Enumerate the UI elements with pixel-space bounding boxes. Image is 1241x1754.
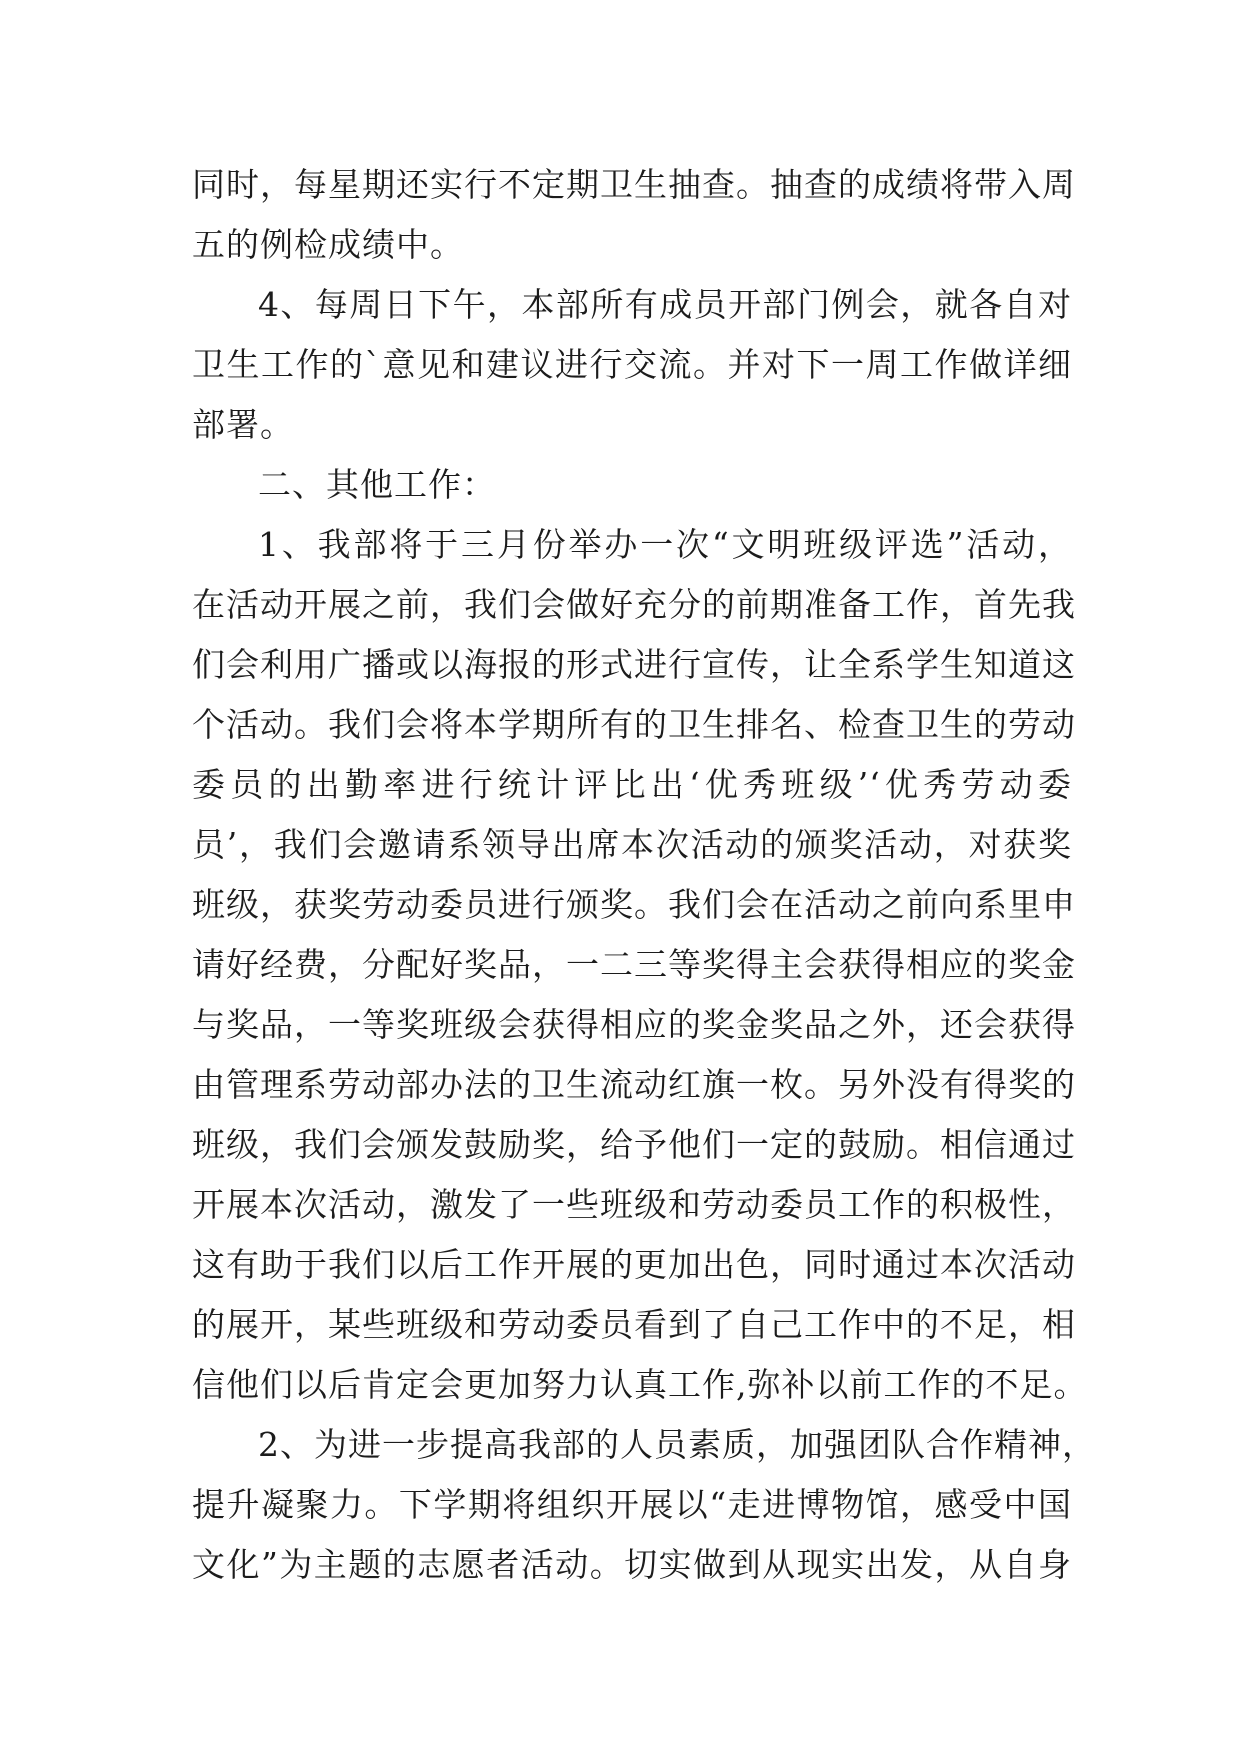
text-line: 们会利用广播或以海报的形式进行宣传，让全系学生知道这 [192, 645, 1076, 684]
text-line: 文化”为主题的志愿者活动。切实做到从现实出发，从自身 [192, 1545, 1072, 1584]
text-line: 部署。 [192, 405, 294, 444]
text-line: 2、为进一步提高我部的人员素质，加强团队合作精神， [258, 1425, 1096, 1464]
text-line: 个活动。我们会将本学期所有的卫生排名、检查卫生的劳动 [192, 705, 1076, 744]
text-line: 卫生工作的`意见和建议进行交流。并对下一周工作做详细 [192, 345, 1072, 384]
text-line: 开展本次活动，激发了一些班级和劳动委员工作的积极性， [192, 1185, 1076, 1224]
text-line: 二、其他工作： [258, 465, 496, 504]
text-line: 提升凝聚力。下学期将组织开展以“走进博物馆，感受中国 [192, 1485, 1072, 1524]
text-line: 信他们以后肯定会更加努力认真工作,弥补以前工作的不足。 [192, 1365, 1088, 1404]
text-line: 在活动开展之前，我们会做好充分的前期准备工作，首先我 [192, 585, 1076, 624]
body-text [192, 155, 1096, 1595]
text-line: 1、我部将于三月份举办一次“文明班级评选”活动， [258, 525, 1072, 564]
text-line: 五的例检成绩中。 [192, 225, 464, 264]
text-line: 班级，我们会颁发鼓励奖，给予他们一定的鼓励。相信通过 [192, 1125, 1076, 1164]
text-line: 同时，每星期还实行不定期卫生抽查。抽查的成绩将带入周 [192, 165, 1076, 204]
text-line: 委员的出勤率进行统计评比出‘优秀班级’‘优秀劳动委 [192, 765, 1072, 804]
text-line: 班级，获奖劳动委员进行颁奖。我们会在活动之前向系里申 [192, 885, 1076, 924]
text-line: 与奖品，一等奖班级会获得相应的奖金奖品之外，还会获得 [192, 1005, 1076, 1044]
text-line: 的展开，某些班级和劳动委员看到了自己工作中的不足，相 [192, 1305, 1076, 1344]
text-line: 这有助于我们以后工作开展的更加出色，同时通过本次活动 [192, 1245, 1076, 1284]
text-line: 4、每周日下午，本部所有成员开部门例会，就各自对 [258, 285, 1072, 324]
text-line: 由管理系劳动部办法的卫生流动红旗一枚。另外没有得奖的 [192, 1065, 1076, 1104]
text-line: 请好经费，分配好奖品，一二三等奖得主会获得相应的奖金 [192, 945, 1076, 984]
text-line: 员’，我们会邀请系领导出席本次活动的颁奖活动，对获奖 [192, 825, 1072, 864]
